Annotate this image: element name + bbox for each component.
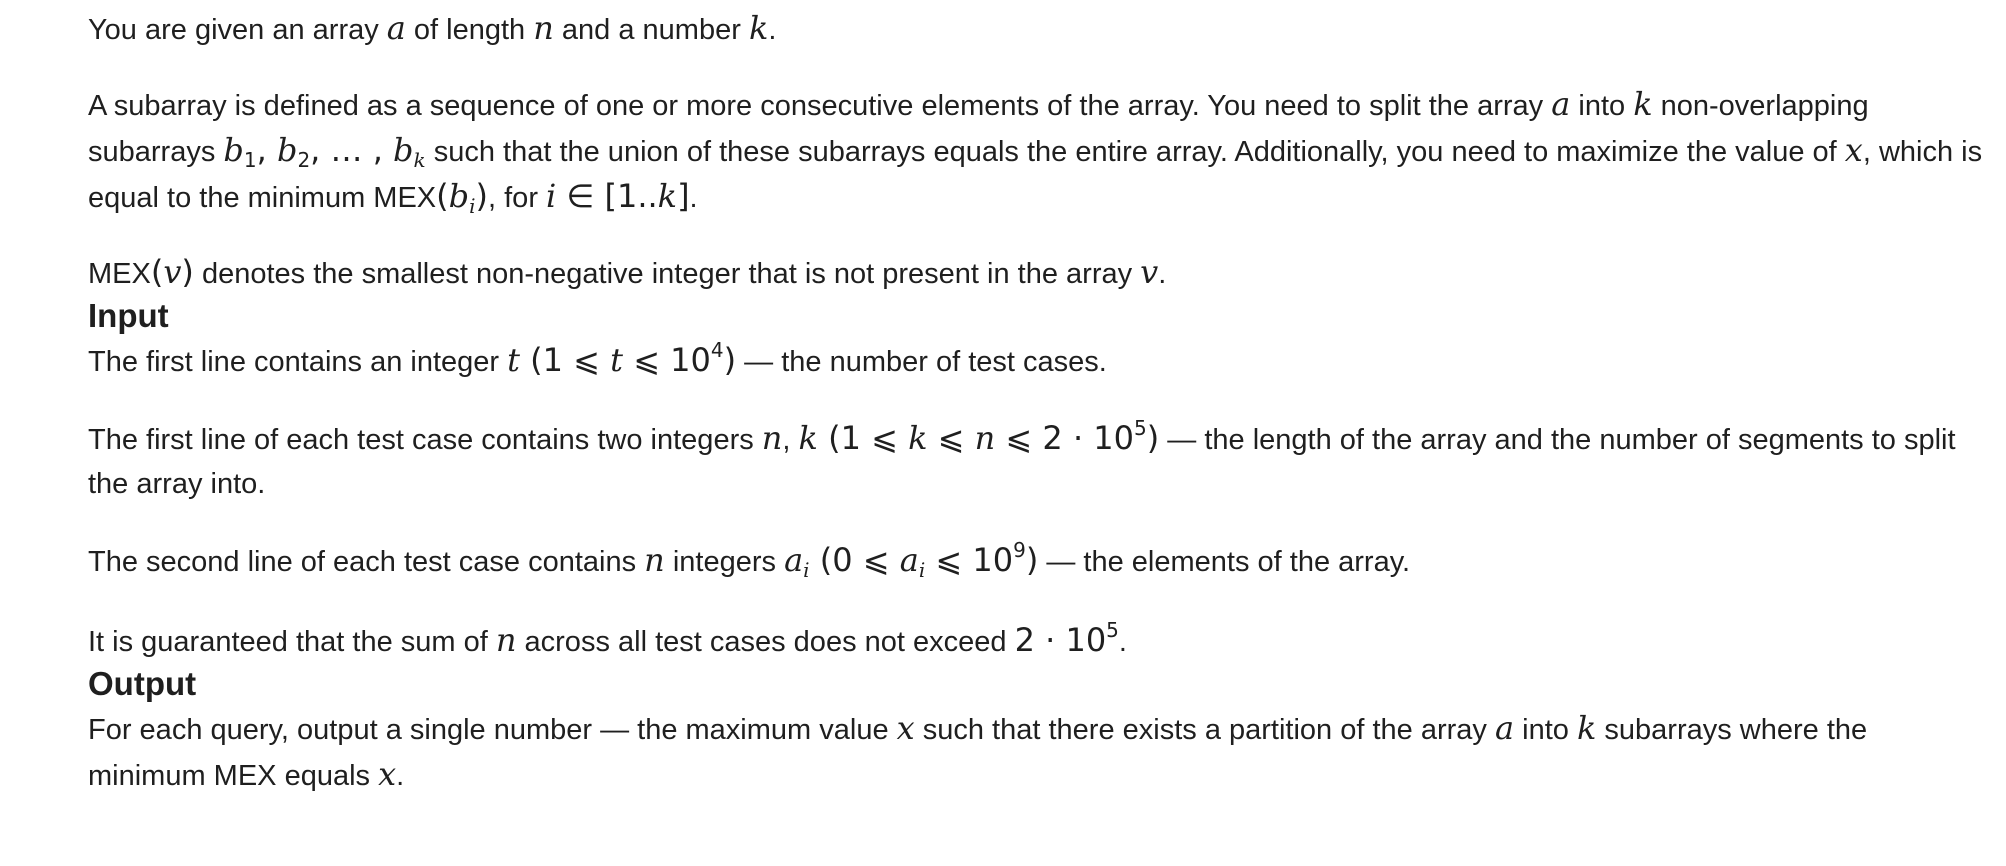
math-var: x: [896, 709, 915, 747]
math-subscript: k: [413, 148, 426, 172]
math-sym: ): [723, 341, 737, 379]
text: , which is equal to the minimum MEX: [88, 136, 1983, 214]
math-var: a: [386, 9, 406, 47]
text: — the elements of the array.: [1038, 546, 1411, 578]
text: , for: [488, 182, 547, 214]
math-sym: (1 ⩽: [519, 341, 611, 379]
math-var: n: [761, 419, 783, 457]
text: denotes the smallest non-negative integer that is not present in the array: [193, 258, 1141, 290]
math-var: v: [163, 253, 182, 291]
math-var: k: [908, 419, 928, 457]
math-var: a: [899, 541, 919, 579]
text: integers: [664, 546, 785, 578]
text: .: [1158, 258, 1167, 290]
text: — the length of the array and the number of segments to split the array into.: [88, 424, 1956, 500]
math-var: n: [533, 9, 554, 47]
text: into: [1514, 714, 1577, 746]
math-subscript: 1: [243, 148, 257, 172]
text: .: [768, 14, 777, 46]
math-sym: ,: [256, 131, 277, 169]
math-sym: (1 ⩽: [817, 419, 909, 457]
text: across all test cases does not exceed: [516, 626, 1015, 658]
statement-intro: [88, 6, 1988, 52]
math-var: t: [507, 341, 520, 379]
math-sym: ]: [677, 177, 690, 215]
math-exponent: 5: [1134, 416, 1147, 440]
math-sym: ): [1025, 541, 1039, 579]
math-sym: (: [436, 177, 449, 215]
math-var: v: [1140, 253, 1159, 291]
input-line-4: [88, 618, 1988, 664]
math-var: a: [1495, 709, 1515, 747]
text: MEX: [88, 258, 151, 290]
math-var: a: [784, 541, 804, 579]
math-var: a: [1551, 85, 1571, 123]
math-subscript: i: [469, 194, 476, 218]
math-var: i: [546, 177, 557, 215]
math-var: b: [223, 131, 244, 169]
math-var: k: [1633, 85, 1653, 123]
math-exponent: 9: [1013, 538, 1026, 562]
math-exponent: 4: [710, 338, 724, 362]
math-subscript: i: [918, 558, 926, 582]
text: — the number of test cases.: [736, 346, 1107, 378]
math-var: k: [1576, 709, 1597, 747]
text: You are given an array: [88, 14, 387, 46]
input-line-3: [88, 538, 1988, 584]
math-sym: ⩽ 2 · 10: [995, 419, 1134, 457]
text: such that there exists a partition of the array: [914, 714, 1495, 746]
math-var: x: [378, 755, 397, 793]
math-var: n: [495, 621, 517, 659]
math-sym: (0 ⩽: [809, 541, 900, 579]
text: into: [1570, 90, 1634, 122]
text: The first line of each test case contains two integers: [88, 424, 762, 456]
text: subarrays where the minimum MEX equals: [88, 714, 1868, 792]
text: — the maximum value: [600, 714, 897, 746]
math-var: x: [1844, 131, 1863, 169]
text: The first line contains an integer: [88, 346, 508, 378]
math-sym: ⩽ 10: [623, 341, 711, 379]
math-sym: ⩽: [927, 419, 975, 457]
math-var: k: [657, 177, 678, 215]
text: and a number: [553, 14, 749, 46]
statement-definition: [88, 82, 1988, 220]
math-var: n: [644, 541, 665, 579]
math-sym: ⩽ 10: [925, 541, 1014, 579]
math-sym: , … ,: [310, 131, 394, 169]
math-exponent: 5: [1106, 618, 1119, 642]
math-var: t: [610, 341, 624, 379]
output-line-1: [88, 706, 1988, 798]
math-var: n: [974, 419, 996, 457]
statement-mex: [88, 250, 1988, 296]
math-sym: ∈ [1..: [556, 177, 658, 215]
text: It is guaranteed that the sum of: [88, 626, 496, 658]
math-var: b: [448, 177, 470, 215]
math-sym: 2 · 10: [1014, 621, 1107, 659]
text: non-overlapping subarrays: [88, 90, 1869, 168]
output-heading: Output: [88, 665, 197, 702]
text: .: [689, 182, 698, 214]
math-sym: ): [1146, 419, 1160, 457]
text: .: [1118, 626, 1127, 658]
math-var: k: [748, 9, 769, 47]
input-line-1: [88, 338, 1988, 384]
problem-statement: [88, 0, 1988, 798]
text: A subarray is defined as a sequence of one or more consecutive elements of the array. You need to split the array: [88, 90, 1552, 122]
math-subscript: i: [803, 558, 810, 582]
math-var: b: [276, 131, 298, 169]
math-subscript: 2: [297, 148, 311, 172]
text: .: [396, 760, 405, 792]
text: The second line of each test case contains: [88, 546, 645, 578]
math-var: k: [798, 419, 818, 457]
text: such that the union of these subarrays equals the entire array. Additionally, you need to maximize the value of: [425, 136, 1845, 168]
text: ,: [782, 424, 799, 456]
input-heading: Input: [88, 297, 169, 334]
math-sym: ): [475, 177, 489, 215]
text: For each query, output a single number: [88, 714, 601, 746]
input-line-2: [88, 416, 1988, 506]
text: of length: [405, 14, 534, 46]
math-var: b: [393, 131, 414, 169]
math-sym: (: [150, 253, 164, 291]
math-sym: ): [181, 253, 194, 291]
